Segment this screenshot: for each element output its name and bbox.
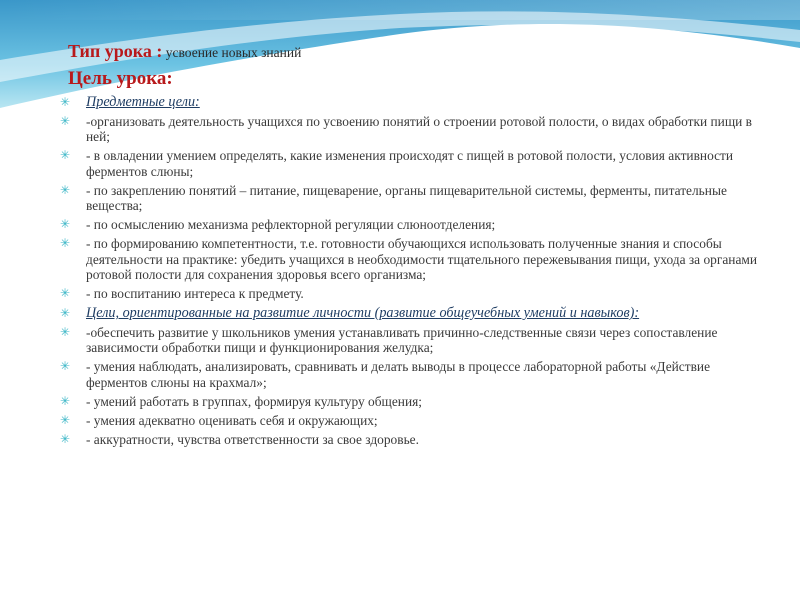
bullet-icon: ✳ (60, 286, 71, 300)
bullet-icon: ✳ (60, 306, 71, 320)
list-item (58, 394, 764, 410)
list-item-text: - по воспитанию интереса к предмету. (86, 286, 304, 301)
bullet-icon: ✳ (60, 324, 71, 339)
bullet-icon: ✳ (60, 412, 71, 427)
bullet-icon: ✳ (60, 236, 71, 250)
list-item-text: - в овладении умением определять, какие изменения происходят с пищей в ротовой полости, условия активности ферментов слюны; (86, 148, 734, 179)
lesson-type-label: Тип урока : (68, 41, 163, 61)
lesson-type-value: усвоение новых знаний (162, 45, 302, 60)
list-item (58, 359, 764, 390)
list-item-text: - по формированию компетентности, т.е. готовности обучающихся использовать полученные знания и способы деятельности на практике: убедить учащихся в необходимости тщательного пережевывания пищи, ухода за органами ротовой полости для сохранения здоровья всего организма; (86, 236, 758, 282)
bullet-icon: ✳ (60, 148, 71, 162)
list-item (58, 236, 764, 283)
content (58, 40, 764, 451)
list-item (58, 217, 764, 233)
goals-list (58, 94, 764, 447)
bullet-icon: ✳ (60, 113, 71, 128)
list-item-text: - аккуратности, чувства ответственности за свое здоровье. (86, 431, 419, 447)
list-item-text: - умения наблюдать, анализировать, сравнивать и делать выводы в процессе лабораторной работы «Действие ферментов слюны на крахмал»; (86, 359, 711, 390)
list-item (58, 432, 764, 448)
top-fade (0, 0, 800, 20)
list-item (58, 148, 764, 179)
bullet-icon: ✳ (60, 217, 71, 231)
list-item-text: -организовать деятельность учащихся по усвоению понятий о строении ротовой полости, о видах обработки пищи в ней; (86, 113, 752, 144)
bullet-icon: ✳ (60, 431, 71, 446)
list-item-text: - умения адекватно оценивать себя и окружающих; (86, 412, 378, 428)
bullet-icon: ✳ (60, 393, 71, 408)
bullet-icon: ✳ (60, 95, 71, 109)
list-item (58, 325, 764, 356)
list-item-text: - умений работать в группах, формируя культуру общения; (86, 393, 423, 409)
list-item (58, 413, 764, 429)
lesson-goal-title: Цель урока: (68, 68, 173, 89)
section-heading (58, 94, 764, 111)
list-item (58, 183, 764, 214)
lesson-type-line (68, 40, 764, 64)
list-item (58, 286, 764, 302)
list-item-text: -обеспечить развитие у школьников умения устанавливать причинно-следственные связи через сопоставление зависимости обработки пищи и функционирования желудка; (86, 324, 718, 355)
list-item-text: - по закреплению понятий – питание, пищеварение, органы пищеварительной системы, ферменты, питательные вещества; (86, 182, 727, 213)
bullet-icon: ✳ (60, 182, 71, 197)
section-heading (58, 305, 764, 322)
bullet-icon: ✳ (60, 359, 71, 373)
list-item-text: - по осмыслению механизма рефлекторной регуляции слюноотделения; (86, 217, 496, 232)
section-heading-text: Цели, ориентированные на развитие личности (развитие общеучебных умений и навыков): (86, 305, 640, 321)
section-heading-text: Предметные цели: (86, 94, 200, 110)
list-item (58, 114, 764, 145)
